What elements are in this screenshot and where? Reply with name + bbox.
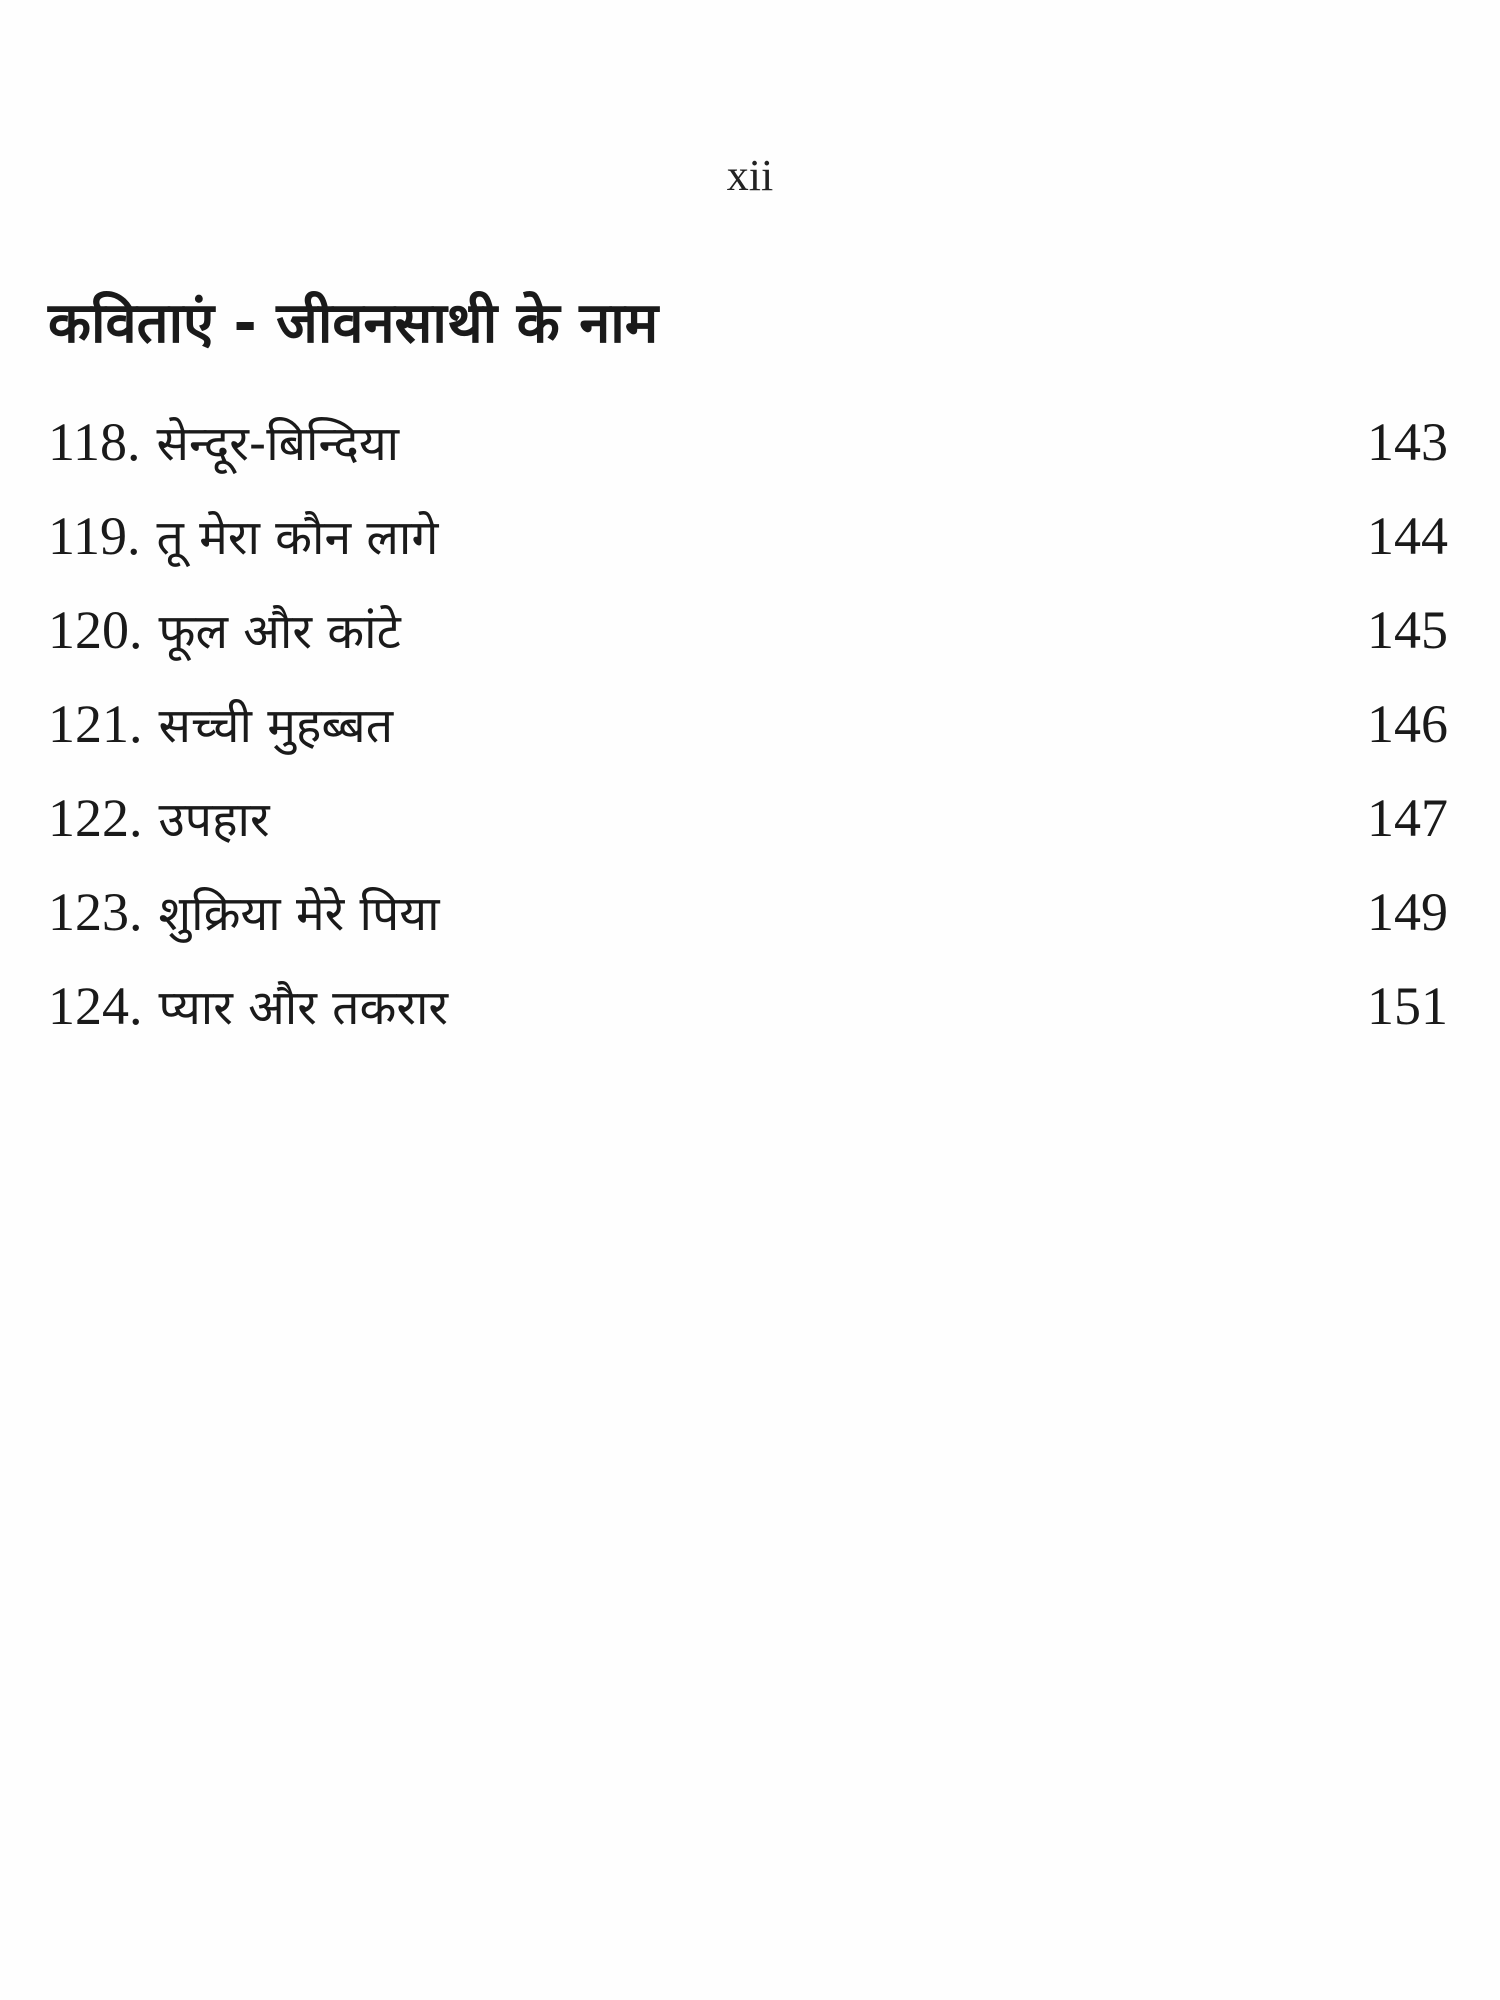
section-heading: कविताएं - जीवनसाथी के नाम	[48, 291, 659, 356]
toc-entry-title: शुक्रिया मेरे पिया	[158, 885, 440, 942]
toc-entry	[48, 583, 1448, 677]
toc-entry-title: तू मेरा कौन लागे	[156, 509, 439, 566]
toc-entry-page: 147	[1367, 788, 1448, 848]
toc-entry-number: 121.	[48, 694, 143, 754]
toc-entry-title: फूल और कांटे	[158, 603, 401, 660]
toc-entry	[48, 395, 1448, 489]
toc-entry-page: 146	[1367, 694, 1448, 754]
toc-entry-page: 143	[1367, 412, 1448, 472]
toc-entry-page: 149	[1367, 882, 1448, 942]
toc-entry-number: 122.	[48, 788, 143, 848]
page-number: xii	[726, 151, 774, 200]
toc-entry-number: 119.	[48, 506, 141, 566]
toc-entry-number: 120.	[48, 600, 143, 660]
toc-entry-page: 151	[1367, 976, 1448, 1036]
toc-entry-page: 145	[1367, 600, 1448, 660]
table-of-contents	[48, 395, 1448, 1053]
toc-entry	[48, 959, 1448, 1053]
toc-entry	[48, 489, 1448, 583]
toc-entry-title: उपहार	[158, 791, 270, 848]
toc-entry	[48, 677, 1448, 771]
toc-entry-title: प्यार और तकरार	[158, 979, 449, 1036]
toc-entry-title: सेन्दूर-बिन्दिया	[156, 415, 400, 472]
toc-entry-page: 144	[1367, 506, 1448, 566]
toc-entry-number: 123.	[48, 882, 143, 942]
toc-entry	[48, 771, 1448, 865]
toc-entry-title: सच्ची मुहब्बत	[158, 697, 394, 754]
toc-entry	[48, 865, 1448, 959]
toc-entry-number: 124.	[48, 976, 143, 1036]
toc-entry-number: 118.	[48, 412, 141, 472]
